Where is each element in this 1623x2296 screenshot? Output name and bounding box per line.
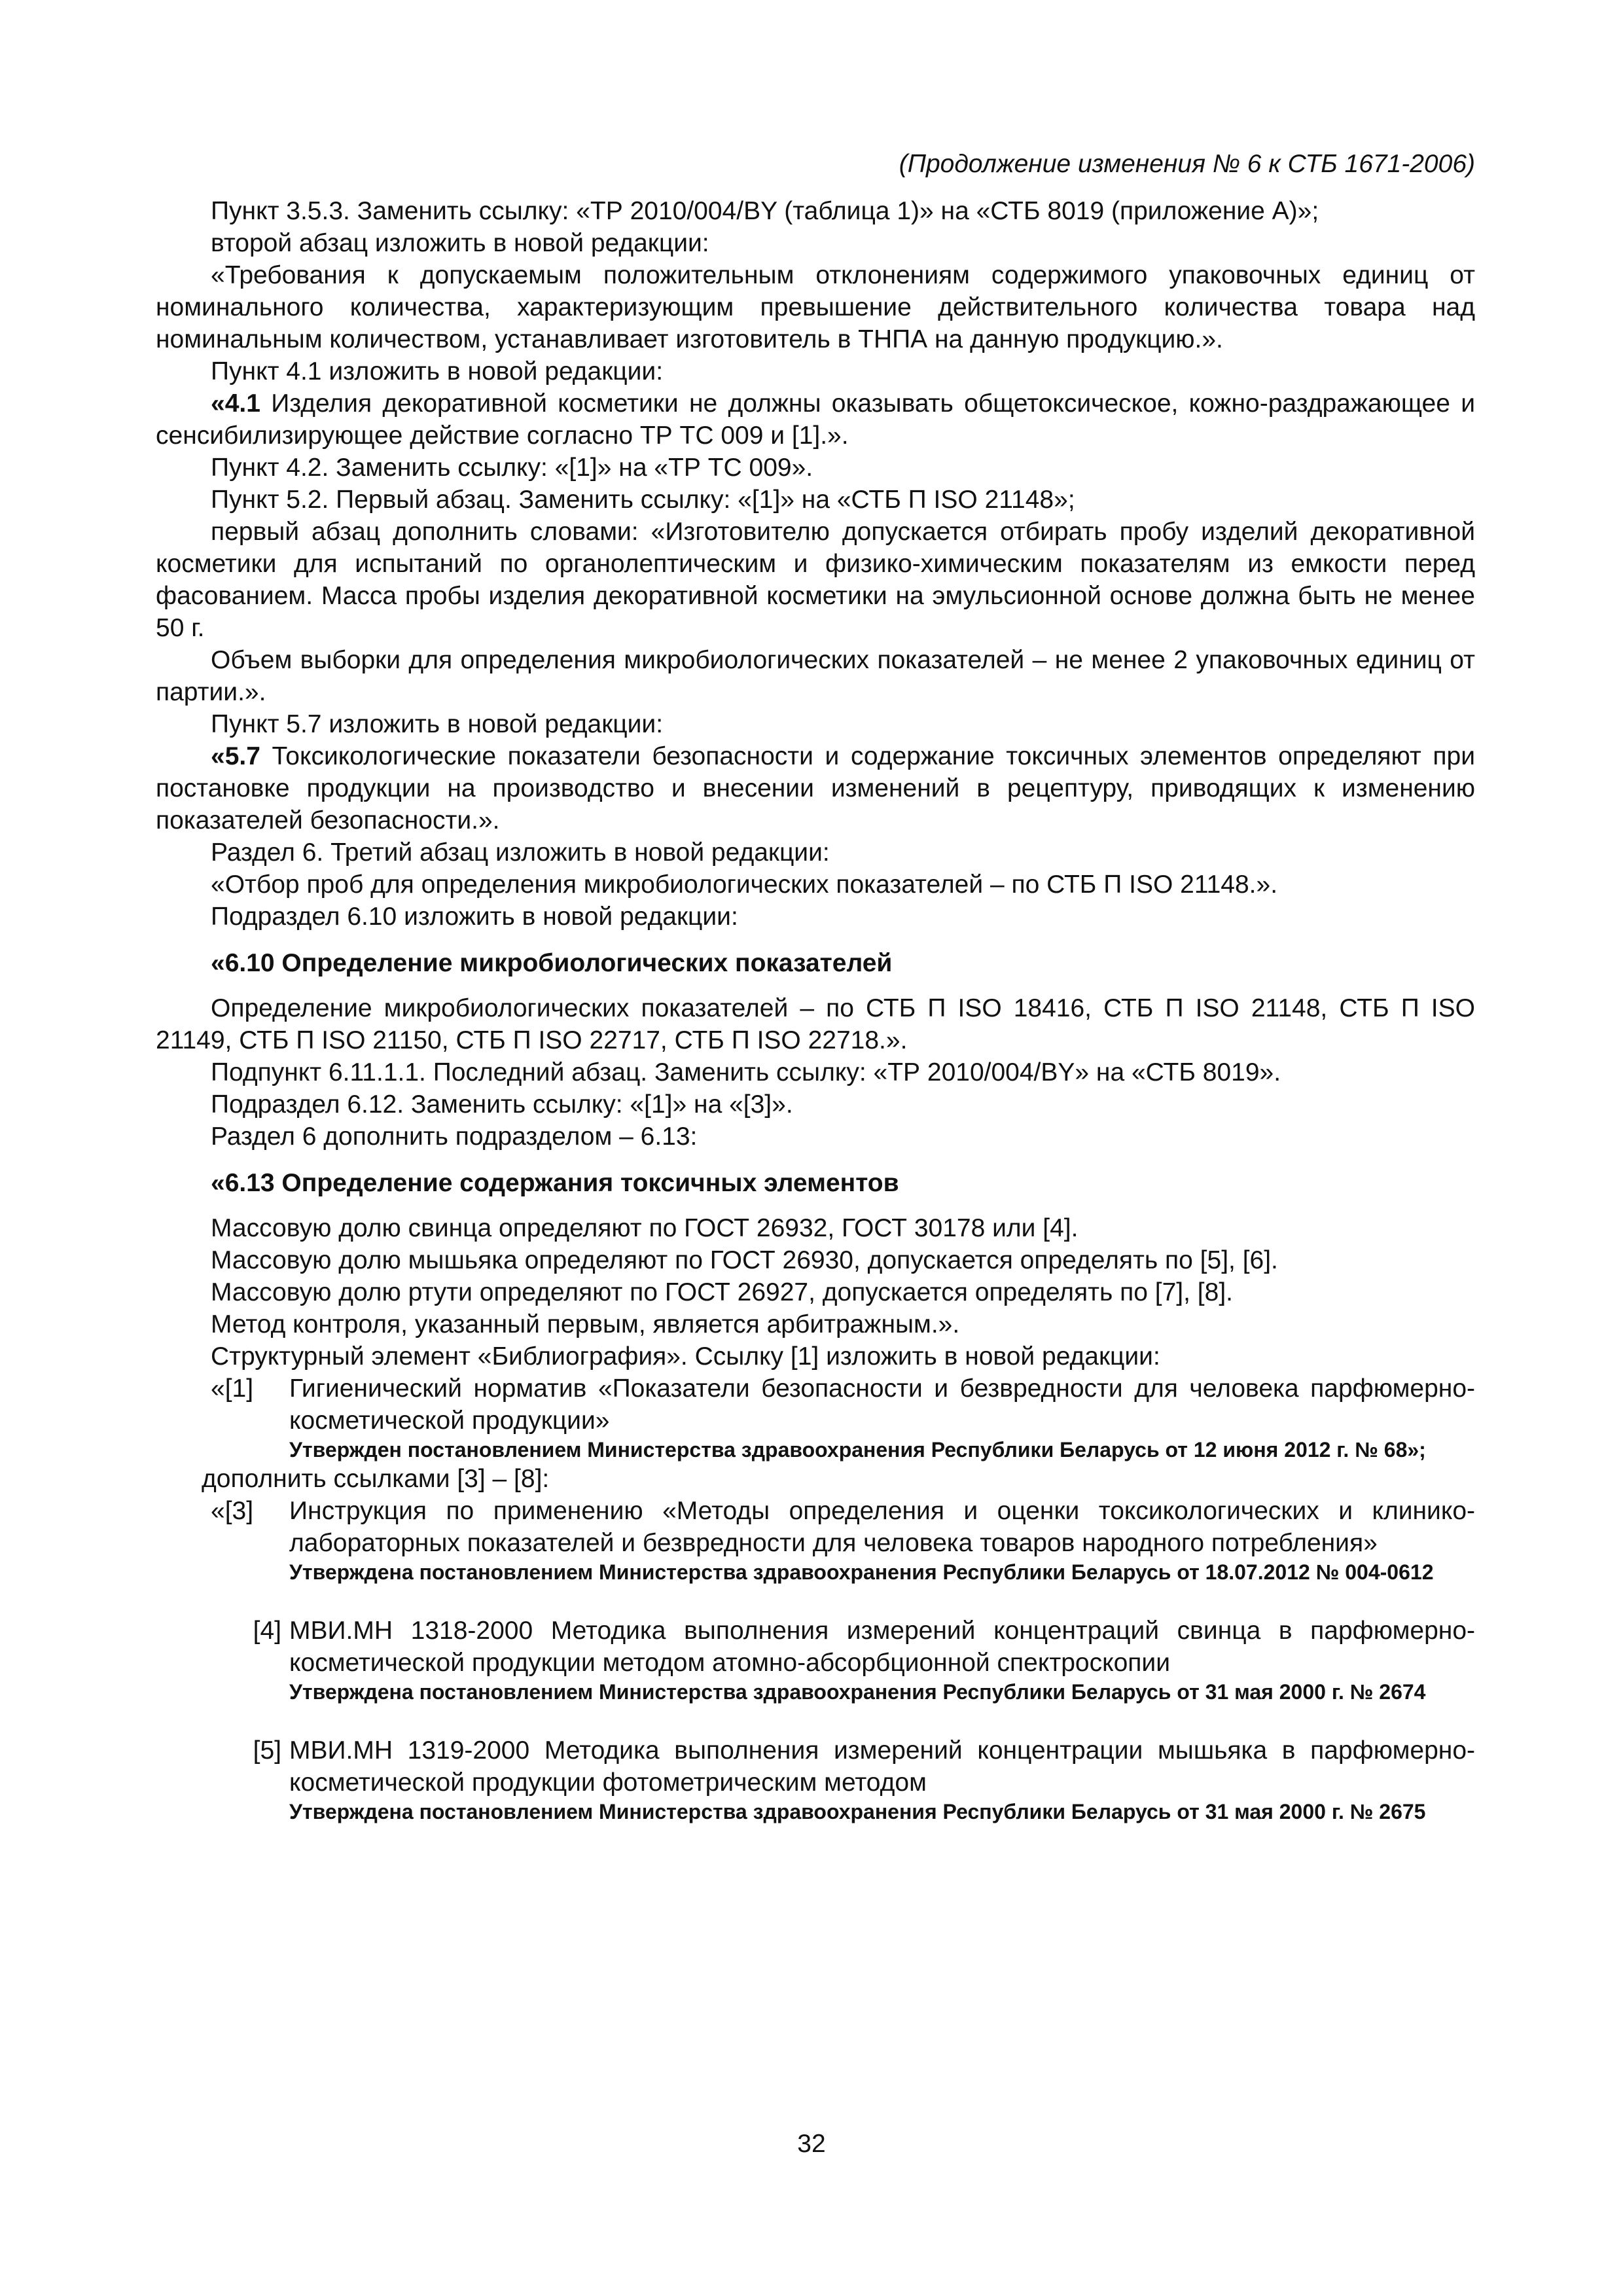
section-heading-6-13: «6.13 Определение содержания токсичных элементов bbox=[211, 1169, 899, 1197]
page-content bbox=[156, 148, 1475, 1825]
reference-number: [5] bbox=[253, 1736, 281, 1765]
paragraph: Структурный элемент «Библиография». Ссылку [1] изложить в новой редакции: bbox=[211, 1342, 1160, 1371]
clause-number: «5.7 bbox=[211, 742, 260, 770]
paragraph: второй абзац изложить в новой редакции: bbox=[211, 229, 709, 257]
bibliography-entry-1 bbox=[156, 1372, 1475, 1463]
reference-note: Утверждена постановлением Министерства здравоохранения Республики Беларусь от 18.07.2012 № 004-0612 bbox=[289, 1560, 1434, 1584]
paragraph: Пункт 3.5.3. Заменить ссылку: «ТР 2010/004/BY (таблица 1)» на «СТБ 8019 (приложение А)»; bbox=[211, 197, 1319, 225]
reference-number: [4] bbox=[253, 1617, 281, 1645]
reference-note: Утверждена постановлением Министерства здравоохранения Республики Беларусь от 31 мая 2000 г. № 2674 bbox=[289, 1680, 1426, 1704]
reference-note: Утверждена постановлением Министерства здравоохранения Республики Беларусь от 31 мая 2000 г. № 2675 bbox=[289, 1800, 1426, 1823]
paragraph: первый абзац дополнить словами: «Изготовителю допускается отбирать пробу изделий декоративной косметики для испытаний по органолептическим и физико-химическим показателям из емкости перед фасованием. Масса пробы изделия декоративной косметики на эмульсионной основе должна быть не менее 50 г. bbox=[156, 518, 1475, 642]
section-heading-6-10: «6.10 Определение микробиологических показателей bbox=[211, 949, 893, 977]
spacer bbox=[156, 1705, 1475, 1734]
paragraph: Подраздел 6.12. Заменить ссылку: «[1]» на «[3]». bbox=[211, 1090, 793, 1119]
clause-text: Токсикологические показатели безопасности и содержание токсичных элементов определяют при постановке продукции на производство и внесении изменений в рецептуру, приводящих к изменению показателей безопасности.». bbox=[156, 742, 1475, 834]
paragraph: дополнить ссылками [3] – [8]: bbox=[202, 1465, 550, 1493]
reference-text: МВИ.МН 1319-2000 Методика выполнения измерений концентрации мышьяка в парфюмерно-косметической продукции фотометрическим методом bbox=[289, 1736, 1475, 1797]
reference-text: МВИ.МН 1318-2000 Методика выполнения измерений концентраций свинца в парфюмерно-косметической продукции методом атомно-абсорбционной спектроскопии bbox=[289, 1617, 1475, 1677]
reference-number: «[1] bbox=[211, 1374, 254, 1403]
page-number: 32 bbox=[797, 2130, 826, 2158]
running-header: (Продолжение изменения № 6 к СТБ 1671-2006) bbox=[899, 150, 1475, 178]
reference-note: Утвержден постановлением Министерства здравоохранения Республики Беларусь от 12 июня 2012 г. № 68»; bbox=[289, 1438, 1426, 1462]
reference-body bbox=[289, 1734, 1475, 1825]
paragraph: Объем выборки для определения микробиологических показателей – не менее 2 упаковочных единиц от партии.». bbox=[156, 646, 1475, 706]
reference-body bbox=[289, 1615, 1475, 1705]
bibliography-entry-3 bbox=[156, 1495, 1475, 1585]
clause-number: «4.1 bbox=[211, 389, 260, 418]
reference-body bbox=[289, 1372, 1475, 1463]
reference-body bbox=[289, 1495, 1475, 1585]
paragraph: Пункт 4.1 изложить в новой редакции: bbox=[211, 357, 664, 386]
paragraph: Пункт 5.7 изложить в новой редакции: bbox=[211, 710, 664, 738]
paragraph: Массовую долю мышьяка определяют по ГОСТ 26930, допускается определять по [5], [6]. bbox=[211, 1246, 1278, 1274]
reference-text: Инструкция по применению «Методы определения и оценки токсикологических и клинико-лабораторных показателей и безвредности для человека товаров народного потребления» bbox=[289, 1497, 1475, 1557]
spacer bbox=[156, 1585, 1475, 1615]
reference-text: Гигиенический норматив «Показатели безопасности и безвредности для человека парфюмерно-косметической продукции» bbox=[289, 1374, 1475, 1435]
reference-number: «[3] bbox=[211, 1497, 254, 1525]
bibliography-entry-5 bbox=[156, 1734, 1475, 1825]
paragraph: Подраздел 6.10 изложить в новой редакции: bbox=[211, 903, 738, 931]
paragraph: Подпункт 6.11.1.1. Последний абзац. Заменить ссылку: «ТР 2010/004/BY» на «СТБ 8019». bbox=[211, 1058, 1281, 1086]
bibliography-entry-4 bbox=[156, 1615, 1475, 1705]
paragraph: Раздел 6. Третий абзац изложить в новой редакции: bbox=[211, 838, 830, 867]
clause-text: Изделия декоративной косметики не должны оказывать общетоксическое, кожно-раздражающее и сенсибилизирующее действие согласно ТР ТС 009 и [1].». bbox=[156, 389, 1475, 450]
paragraph: Раздел 6 дополнить подразделом – 6.13: bbox=[211, 1122, 698, 1151]
paragraph: Пункт 4.2. Заменить ссылку: «[1]» на «ТР ТС 009». bbox=[211, 454, 813, 482]
paragraph-4-1 bbox=[156, 387, 1475, 452]
paragraph: «Требования к допускаемым положительным отклонениям содержимого упаковочных единиц от номинального количества, характеризующим превышение действительного количества товара над номинальным количеством, устанавливает изготовитель в ТНПА на данную продукцию.». bbox=[156, 261, 1475, 353]
paragraph-5-7 bbox=[156, 740, 1475, 836]
paragraph: «Отбор проб для определения микробиологических показателей – по СТБ П ISO 21148.». bbox=[211, 870, 1278, 899]
paragraph: Массовую долю свинца определяют по ГОСТ 26932, ГОСТ 30178 или [4]. bbox=[211, 1214, 1079, 1242]
paragraph: Пункт 5.2. Первый абзац. Заменить ссылку: «[1]» на «СТБ П ISO 21148»; bbox=[211, 486, 1075, 514]
paragraph: Определение микробиологических показателей – по СТБ П ISO 18416, СТБ П ISO 21148, СТБ П ISO 21149, СТБ П ISO 21150, СТБ П ISO 22717, СТБ П ISO 22718.». bbox=[156, 994, 1475, 1054]
paragraph: Метод контроля, указанный первым, является арбитражным.». bbox=[211, 1310, 960, 1338]
paragraph: Массовую долю ртути определяют по ГОСТ 26927, допускается определять по [7], [8]. bbox=[211, 1278, 1233, 1306]
